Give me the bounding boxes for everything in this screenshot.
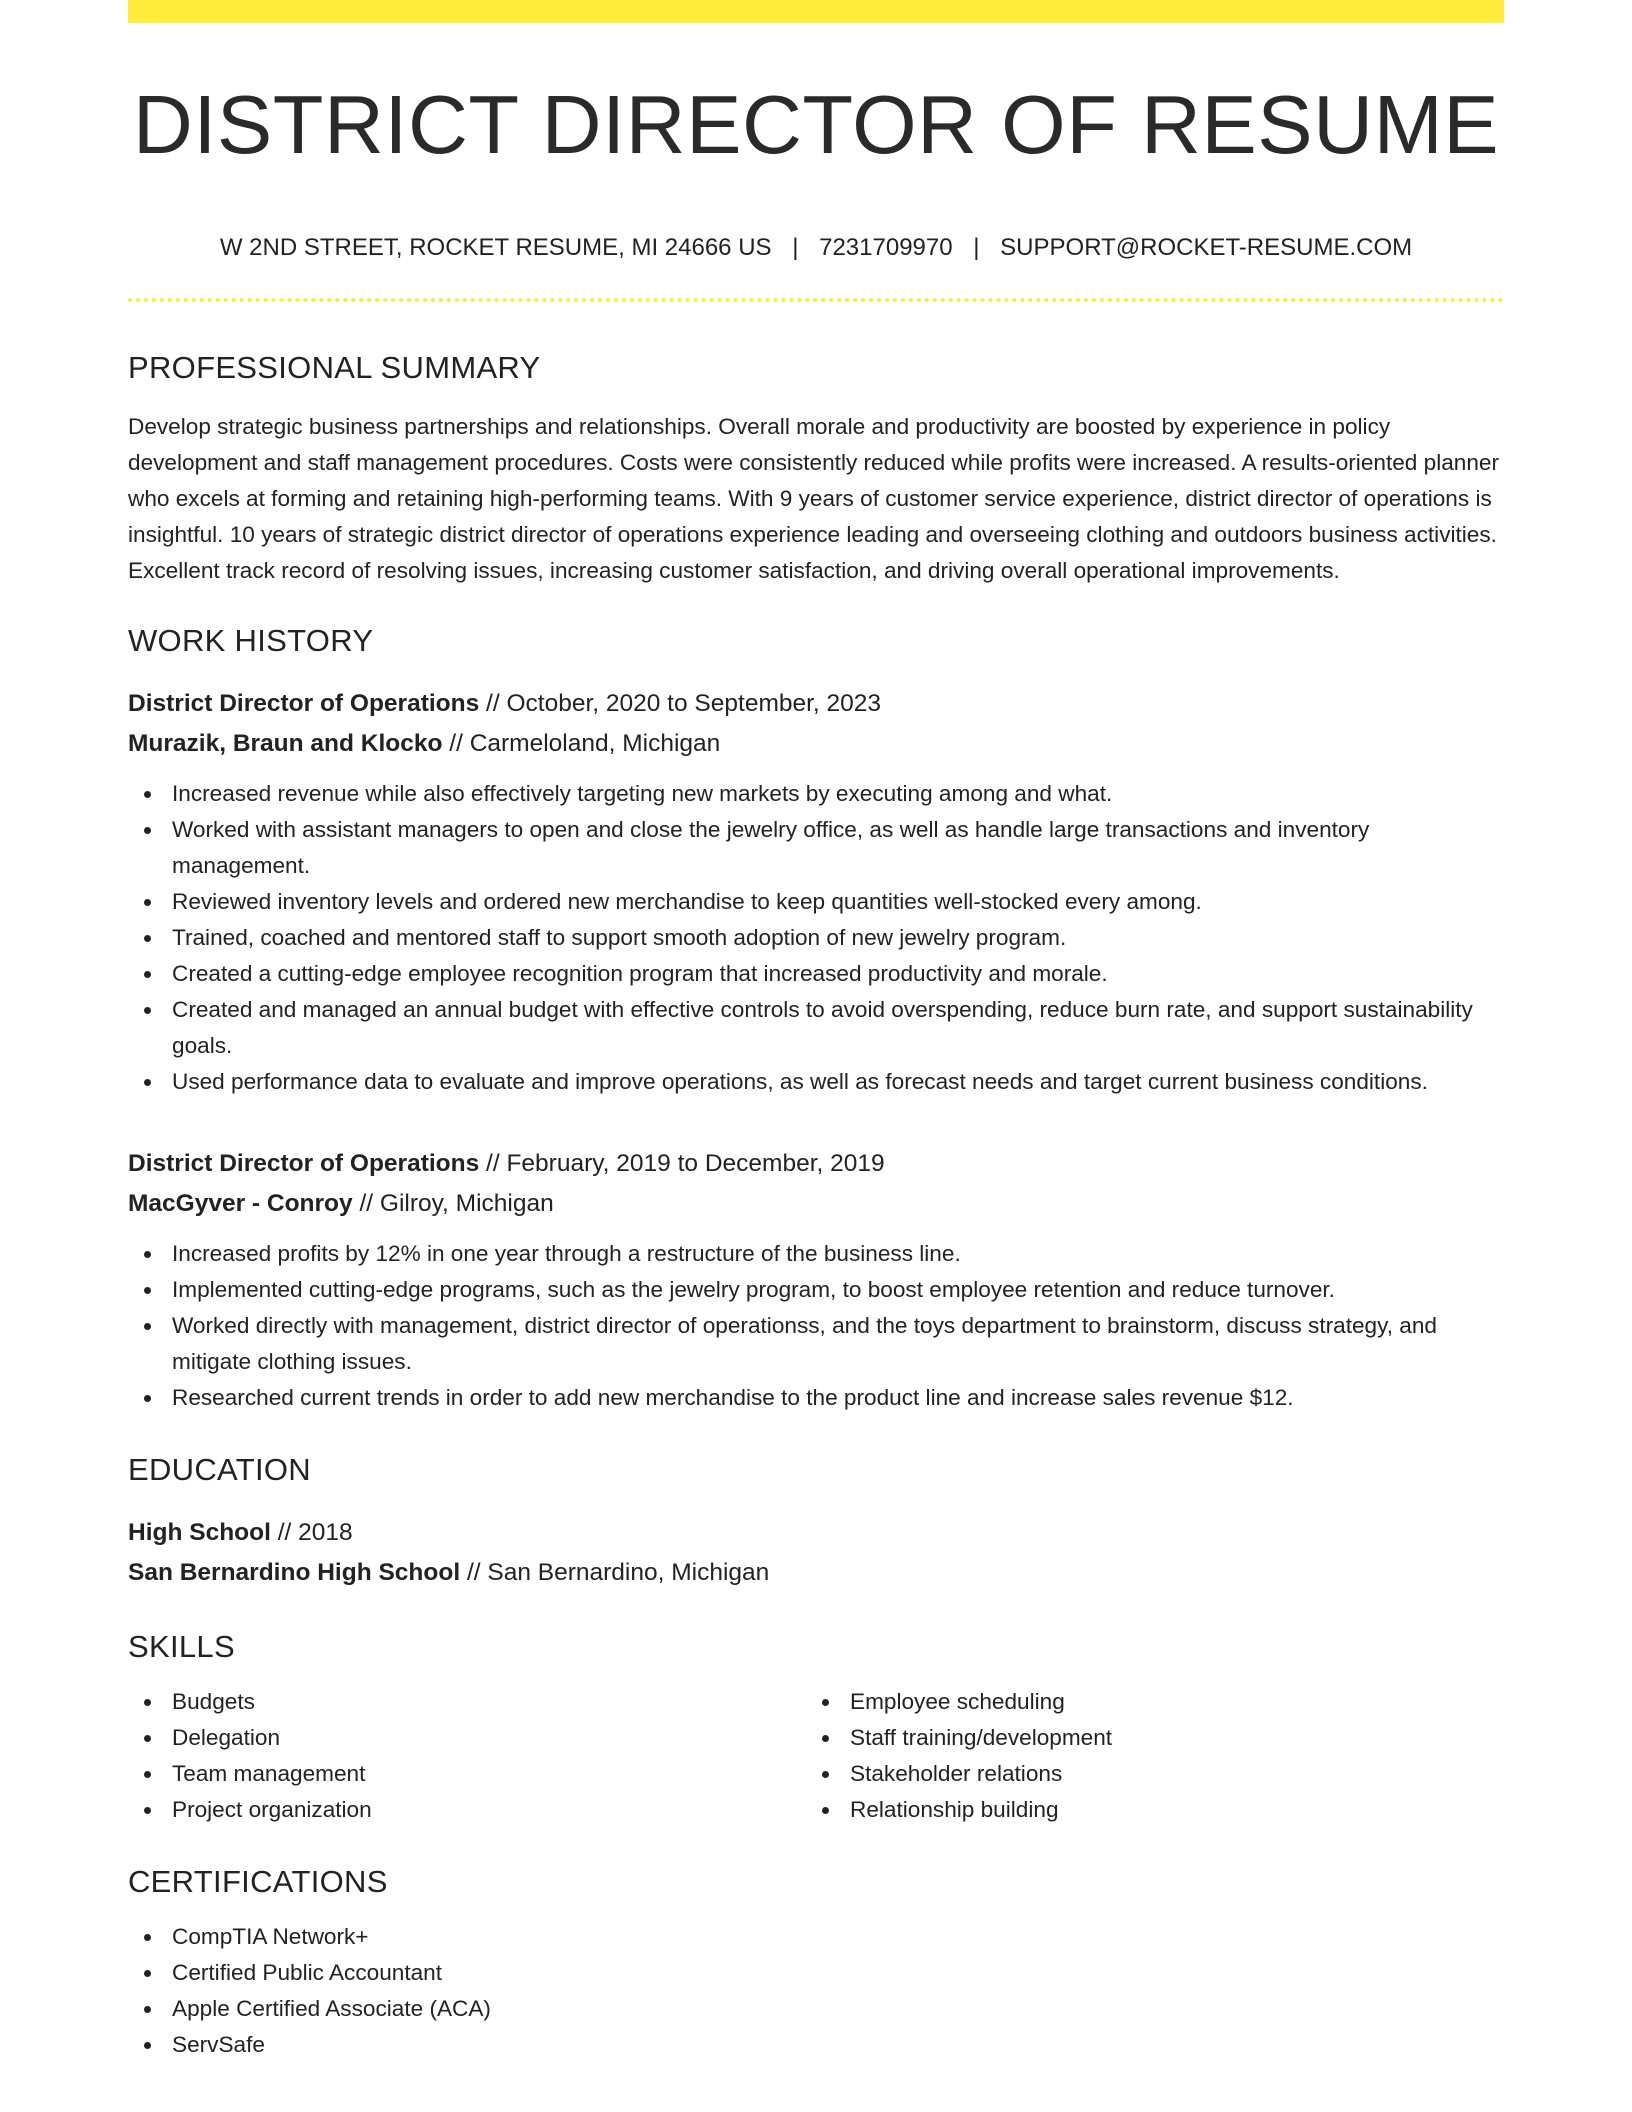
contact-email: SUPPORT@ROCKET-RESUME.COM [1000, 234, 1413, 261]
contact-address: W 2ND STREET, ROCKET RESUME, MI 24666 US [219, 234, 772, 261]
job-position-line [128, 1144, 1504, 1184]
education-degree-line [128, 1513, 1504, 1553]
job-bullet: Increased revenue while also effectively targeting new markets by executing among and what. [172, 776, 1504, 812]
section-title-certifications: CERTIFICATIONS [128, 1864, 388, 1899]
education-degree: High School [128, 1519, 271, 1546]
education-year: // 2018 [270, 1519, 353, 1546]
summary-text: Develop strategic business partnerships and relationships. Overall morale and productivity are boosted by experience in policy development and staff management procedures. Costs were consistently reduced while profits were increased. A results-oriented planner who excels at forming and retaining high-performing teams. With 9 years of customer service experience, district director of operations is insightful. 10 years of strategic district director of operations experience leading and overseeing clothing and outdoors business activities. Excellent track record of resolving issues, increasing customer satisfaction, and driving overall operational improvements. [128, 414, 1500, 583]
section-title-work-history: WORK HISTORY [128, 623, 374, 658]
contact-separator: | [973, 234, 980, 261]
job-bullets [128, 776, 1504, 1100]
job-company-line [128, 724, 1504, 764]
education-school-line [128, 1553, 1504, 1593]
accent-top-bar [128, 0, 1504, 23]
job-position: District Director of Operations [128, 1150, 480, 1177]
resume-name: DISTRICT DIRECTOR OF RESUME [132, 78, 1500, 171]
job-bullets [128, 1236, 1504, 1416]
skill-item: Team management [172, 1756, 806, 1792]
section-title-education: EDUCATION [128, 1452, 311, 1487]
job-company: Murazik, Braun and Klocko [128, 730, 443, 757]
section-title-summary: PROFESSIONAL SUMMARY [128, 350, 541, 385]
job-company: MacGyver - Conroy [128, 1190, 353, 1217]
certification-item: ServSafe [172, 2027, 1504, 2063]
job-position-line [128, 684, 1504, 724]
skills-column-left [128, 1684, 806, 1828]
job-bullet: Researched current trends in order to add new merchandise to the product line and increase sales revenue $12. [172, 1380, 1504, 1416]
job-dates: // October, 2020 to September, 2023 [479, 690, 882, 717]
job-bullet: Created and managed an annual budget with effective controls to avoid overspending, reduce burn rate, and support sustainability goals. [172, 992, 1504, 1064]
job-bullet: Reviewed inventory levels and ordered new merchandise to keep quantities well-stocked every among. [172, 884, 1504, 920]
job-location: // Gilroy, Michigan [352, 1190, 554, 1217]
skill-item: Project organization [172, 1792, 806, 1828]
skill-item: Relationship building [850, 1792, 1484, 1828]
job-location: // Carmeloland, Michigan [442, 730, 721, 757]
job-bullet: Increased profits by 12% in one year through a restructure of the business line. [172, 1236, 1504, 1272]
skill-item: Delegation [172, 1720, 806, 1756]
education-entry [128, 1513, 1504, 1593]
contact-separator: | [792, 234, 799, 261]
job-bullet: Worked with assistant managers to open and close the jewelry office, as well as handle large transactions and inventory management. [172, 812, 1504, 884]
job-bullet: Used performance data to evaluate and improve operations, as well as forecast needs and target current business conditions. [172, 1064, 1504, 1100]
skills-column-right [806, 1684, 1484, 1828]
skills-grid [128, 1684, 1504, 1828]
skill-item: Employee scheduling [850, 1684, 1484, 1720]
job-bullet: Implemented cutting-edge programs, such as the jewelry program, to boost employee retention and reduce turnover. [172, 1272, 1504, 1308]
skill-item: Budgets [172, 1684, 806, 1720]
certifications-list [128, 1919, 1504, 2063]
certification-item: Apple Certified Associate (ACA) [172, 1991, 1504, 2027]
job-company-line [128, 1184, 1504, 1224]
section-title-skills: SKILLS [128, 1629, 235, 1664]
job-bullet: Created a cutting-edge employee recognition program that increased productivity and morale. [172, 956, 1504, 992]
job-dates: // February, 2019 to December, 2019 [479, 1150, 885, 1177]
job-position: District Director of Operations [128, 690, 480, 717]
contact-phone: 7231709970 [819, 234, 953, 261]
job-bullet: Trained, coached and mentored staff to support smooth adoption of new jewelry program. [172, 920, 1504, 956]
certification-item: CompTIA Network+ [172, 1919, 1504, 1955]
job-bullet: Worked directly with management, district director of operationss, and the toys department to brainstorm, discuss strategy, and mitigate clothing issues. [172, 1308, 1504, 1380]
job-entry [128, 1144, 1504, 1416]
education-location: // San Bernardino, Michigan [460, 1559, 770, 1586]
contact-line [128, 236, 1504, 260]
skill-item: Staff training/development [850, 1720, 1484, 1756]
job-entry [128, 684, 1504, 1100]
education-school: San Bernardino High School [128, 1559, 461, 1586]
resume-page [128, 0, 1504, 2063]
dotted-divider [128, 298, 1504, 302]
certification-item: Certified Public Accountant [172, 1955, 1504, 1991]
skill-item: Stakeholder relations [850, 1756, 1484, 1792]
